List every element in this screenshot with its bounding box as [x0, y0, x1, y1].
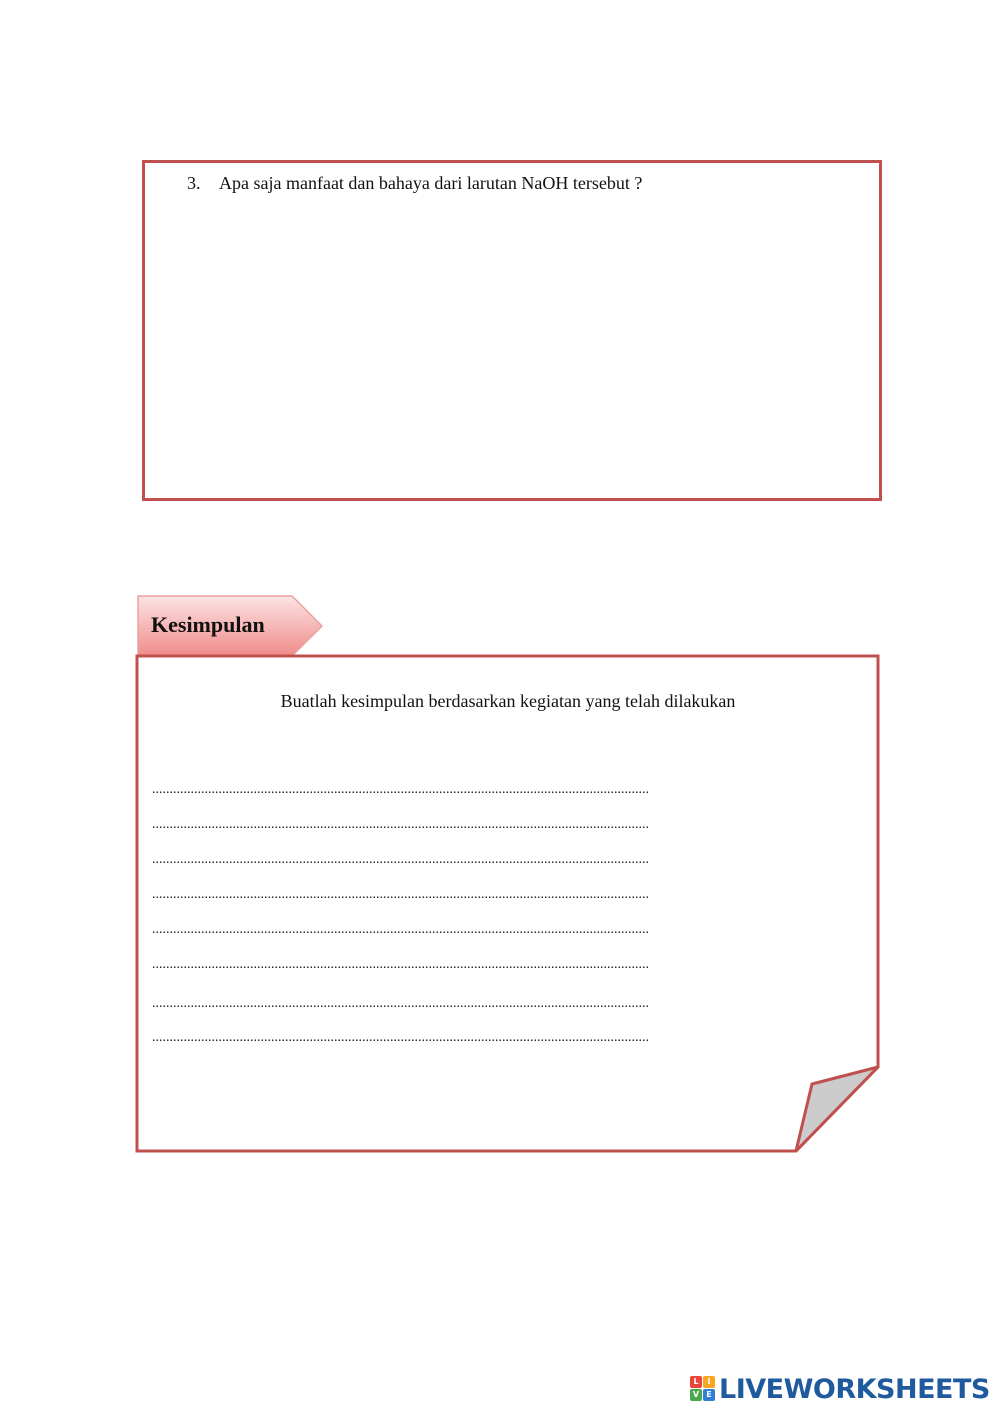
answer-line[interactable]: ..............................................................................................................................................: [152, 782, 649, 797]
conclusion-instruction: Buatlah kesimpulan berdasarkan kegiatan yang telah dilakukan: [280, 691, 736, 711]
answer-line[interactable]: ..............................................................................................................................................: [152, 957, 649, 972]
question-label: Apa saja manfaat dan bahaya dari larutan NaOH tersebut ?: [219, 173, 643, 193]
folded-page-shape: [135, 654, 881, 1154]
answer-line[interactable]: ..............................................................................................................................................: [152, 922, 649, 937]
question-number: 3.: [187, 173, 201, 193]
answer-line[interactable]: ..............................................................................................................................................: [152, 996, 649, 1011]
liveworksheets-logo-icon: L I V E: [690, 1376, 716, 1402]
answer-line[interactable]: ..............................................................................................................................................: [152, 817, 649, 832]
question-text: [187, 173, 642, 194]
answer-line[interactable]: ..............................................................................................................................................: [152, 852, 649, 867]
conclusion-box: [135, 654, 881, 1154]
conclusion-tab-label: Kesimpulan: [151, 612, 265, 637]
question-box: [142, 160, 882, 501]
answer-line[interactable]: ..............................................................................................................................................: [152, 887, 649, 902]
liveworksheets-logo-text: LIVEWORKSHEETS: [719, 1373, 990, 1405]
conclusion-tab: [137, 595, 323, 657]
liveworksheets-logo: [690, 1373, 990, 1405]
answer-line[interactable]: ..............................................................................................................................................: [152, 1030, 649, 1045]
